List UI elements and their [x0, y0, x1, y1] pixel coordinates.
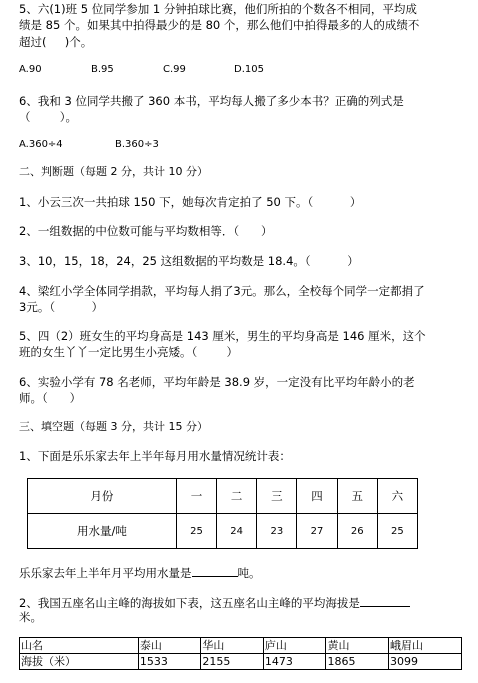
judge-item-4-line-2: 3元。（ ） — [19, 300, 104, 314]
mountain-altitude-table — [19, 637, 462, 670]
answer-blank[interactable] — [192, 564, 238, 577]
q5-option-a: A.90 — [19, 64, 42, 75]
judge-item-4-line-1: 4、梁红小学全体同学捐款，平均每人捐了3元。那么，全校每个同学一定都捐了 — [19, 284, 425, 298]
water-table-month: 四 — [297, 479, 337, 514]
fill-q1-intro: 1、下面是乐乐家去年上半年每月用水量情况统计表： — [19, 449, 291, 463]
water-table-value: 26 — [337, 514, 377, 549]
fill-q1-answer — [19, 564, 261, 580]
water-table-month: 三 — [257, 479, 297, 514]
water-table-value: 24 — [217, 514, 257, 549]
mountain-table-cell: 海拔（米） — [20, 654, 139, 670]
judge-item-6-line-1: 6、实验小学有 78 名老师，平均年龄是 38.9 岁，一定没有比平均年龄小的老 — [19, 375, 415, 389]
section-2-title: 二、判断题（每题 2 分，共计 10 分） — [19, 165, 208, 178]
water-table-value: 25 — [176, 514, 216, 549]
water-table-header-label: 月份 — [28, 479, 177, 514]
fill-q2-line-1 — [19, 594, 410, 610]
q6-line-2: （ ）。 — [19, 110, 77, 124]
fill-q1-answer-suffix: 吨。 — [237, 566, 261, 580]
q5-option-d: D.105 — [234, 64, 264, 75]
water-table-header-row — [28, 479, 418, 514]
fill-q1-answer-prefix: 乐乐家去年上半年月平均用水量是 — [19, 566, 192, 580]
water-table-value: 27 — [297, 514, 337, 549]
judge-item-5-line-2: 班的女生丫丫一定比男生小亮矮。（ ） — [19, 345, 238, 359]
q5-option-b: B.95 — [91, 64, 114, 75]
mountain-table-header-cell: 黄山 — [326, 638, 389, 654]
mountain-table-header-cell: 峨眉山 — [389, 638, 462, 654]
q6-option-b: B.360÷3 — [115, 139, 159, 150]
mountain-table-value-row — [20, 654, 462, 670]
q6-option-a: A.360÷4 — [19, 139, 63, 150]
water-table-row-label: 用水量/吨 — [28, 514, 177, 549]
water-table-value-row — [28, 514, 418, 549]
mountain-table-header-cell: 泰山 — [138, 638, 201, 654]
fill-q2-text: 2、我国五座名山主峰的海拔如下表，这五座名山主峰的平均海拔是 — [19, 596, 360, 610]
mountain-table-header-row — [20, 638, 462, 654]
q6-line-1: 6、我和 3 位同学共搬了 360 本书，平均每人搬了多少本书？正确的列式是 — [19, 94, 404, 108]
mountain-table-header-cell: 华山 — [201, 638, 264, 654]
judge-item-3: 3、10，15，18，24，25 这组数据的平均数是 18.4。（ ） — [19, 254, 359, 268]
section-3-title: 三、填空题（每题 3 分，共计 15 分） — [19, 420, 208, 433]
q5-line-3: 超过( )个。 — [19, 35, 93, 49]
mountain-table-cell: 2155 — [201, 654, 264, 670]
mountain-table-header-cell: 庐山 — [263, 638, 326, 654]
mountain-table-cell: 3099 — [389, 654, 462, 670]
water-table-month: 五 — [337, 479, 377, 514]
answer-blank[interactable] — [360, 594, 410, 607]
mountain-table-header-cell: 山名 — [20, 638, 139, 654]
judge-item-2: 2、一组数据的中位数可能与平均数相等．（ ） — [19, 224, 273, 238]
fill-q2-line-2: 米。 — [19, 610, 42, 624]
water-table-month: 二 — [217, 479, 257, 514]
mountain-table-cell: 1533 — [138, 654, 201, 670]
water-table-month: 一 — [176, 479, 216, 514]
mountain-table-cell: 1865 — [326, 654, 389, 670]
judge-item-1: 1、小云三次一共拍球 150 下，她每次肯定拍了 50 下。（ ） — [19, 195, 362, 209]
water-table-value: 23 — [257, 514, 297, 549]
q5-option-c: C.99 — [163, 64, 186, 75]
q5-line-2: 绩是 85 个。如果其中拍得最少的是 80 个，那么他们中拍得最多的人的成绩不 — [19, 18, 420, 32]
mountain-table-cell: 1473 — [263, 654, 326, 670]
judge-item-6-line-2: 师。（ ） — [19, 391, 82, 405]
water-usage-table — [27, 478, 418, 549]
water-table-value: 25 — [377, 514, 417, 549]
q5-line-1: 5、六(1)班 5 位同学参加 1 分钟拍球比赛，他们所拍的个数各不相同，平均成 — [19, 2, 417, 16]
water-table-month: 六 — [377, 479, 417, 514]
judge-item-5-line-1: 5、四（2）班女生的平均身高是 143 厘米，男生的平均身高是 146 厘米，这个 — [19, 329, 426, 343]
